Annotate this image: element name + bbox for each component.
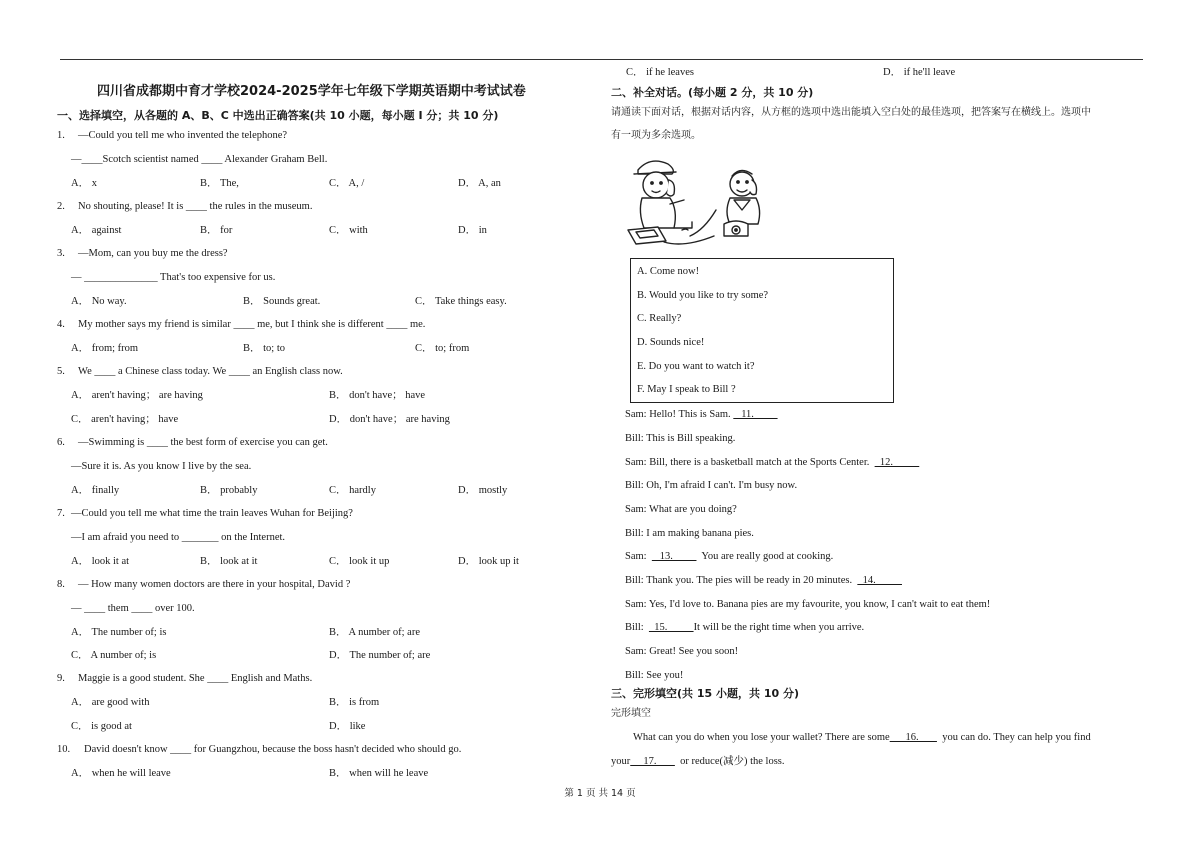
- q2-option-b[interactable]: B． for: [200, 225, 233, 236]
- options-box: [630, 258, 894, 403]
- option-a: A. Come now!: [637, 266, 700, 277]
- section3-heading: 三、完形填空(共 15 小题，共 10 分): [611, 687, 799, 700]
- q10-option-c[interactable]: C． if he leaves: [626, 67, 694, 78]
- q2-option-c[interactable]: C． with: [329, 225, 368, 236]
- q5-number: 5.: [57, 366, 65, 377]
- q4-option-b[interactable]: B． to; to: [243, 343, 286, 354]
- q4-stem: My mother says my friend is similar ____ me, but I think she is different ____ me.: [78, 319, 426, 330]
- q1-option-b[interactable]: B． The,: [200, 178, 239, 189]
- q8-option-a[interactable]: A． The number of; is: [71, 627, 167, 638]
- q10-number: 10.: [57, 744, 71, 755]
- q3-option-a[interactable]: A． No way.: [71, 296, 127, 307]
- option-c: C. Really?: [637, 313, 682, 324]
- q5-option-b[interactable]: B． don't have； have: [329, 390, 426, 401]
- cloze-paragraph: What can you do when you lose your wallet? There are some 16. you can do. They can help you find: [633, 732, 1091, 743]
- blank-15[interactable]: 15.: [648, 622, 694, 633]
- q6-option-a[interactable]: A． finally: [71, 485, 120, 496]
- cloze-paragraph-line2: your 17. or reduce(减少) the loss.: [611, 756, 785, 767]
- dialogue-line: Bill: I am making banana pies.: [625, 528, 754, 539]
- q7-option-c[interactable]: C． look it up: [329, 556, 390, 567]
- q6-option-d[interactable]: D． mostly: [458, 485, 508, 496]
- q8-number: 8.: [57, 579, 65, 590]
- q5-option-a[interactable]: A． aren't having； are having: [71, 390, 203, 401]
- q9-option-c[interactable]: C． is good at: [71, 721, 132, 732]
- option-e: E. Do you want to watch it?: [637, 361, 755, 372]
- dialogue-line: Sam: Hello! This is Sam. 11.: [625, 409, 778, 420]
- q10-option-b[interactable]: B． when will he leave: [329, 768, 429, 779]
- q9-option-b[interactable]: B． is from: [329, 697, 380, 708]
- q9-stem: Maggie is a good student. She ____ English and Maths.: [78, 673, 313, 684]
- q1-option-a[interactable]: A． x: [71, 178, 97, 189]
- q8-option-b[interactable]: B． A number of; are: [329, 627, 420, 638]
- q8-stem: — How many women doctors are there in your hospital, David ?: [78, 579, 351, 590]
- option-b: B. Would you like to try some?: [637, 290, 769, 301]
- blank-16[interactable]: 16.: [889, 732, 937, 743]
- q1-option-c[interactable]: C． A, /: [329, 178, 365, 189]
- q4-option-c[interactable]: C． to; from: [415, 343, 470, 354]
- blank-11[interactable]: 11.: [733, 409, 778, 420]
- header-rule: [60, 59, 1143, 60]
- q9-option-d[interactable]: D． like: [329, 721, 366, 732]
- page-title: 四川省成都期中育才学校2024-2025学年七年级下学期英语期中考试试卷: [97, 84, 526, 99]
- dialogue-line: Bill: See you!: [625, 670, 684, 681]
- q8-option-d[interactable]: D． The number of; are: [329, 650, 431, 661]
- q2-stem: No shouting, please! It is ____ the rules in the museum.: [78, 201, 313, 212]
- q1-stem2: —____Scotch scientist named ____ Alexander Graham Bell.: [71, 154, 328, 165]
- q6-stem2: —Sure it is. As you know I live by the sea.: [71, 461, 252, 472]
- q5-stem: We ____ a Chinese class today. We ____ an English class now.: [78, 366, 343, 377]
- dialogue-line: Bill: Thank you. The pies will be ready in 20 minutes. 14.: [625, 575, 902, 586]
- q2-option-a[interactable]: A． against: [71, 225, 122, 236]
- q7-option-a[interactable]: A． look it at: [71, 556, 130, 567]
- q1-number: 1.: [57, 130, 65, 141]
- q5-option-d[interactable]: D． don't have； are having: [329, 414, 450, 425]
- dialogue-line: Bill: 15. It will be the right time when you arrive.: [625, 622, 865, 633]
- q3-stem2: — ______________ That's too expensive for us.: [71, 272, 276, 283]
- q3-number: 3.: [57, 248, 65, 259]
- q10-option-d[interactable]: D． if he'll leave: [883, 67, 956, 78]
- q9-option-a[interactable]: A． are good with: [71, 697, 150, 708]
- option-f: F. May I speak to Bill ?: [637, 384, 736, 395]
- q9-number: 9.: [57, 673, 65, 684]
- dialogue-line: Sam: 13. You are really good at cooking.: [625, 551, 834, 562]
- blank-12[interactable]: 12.: [874, 457, 920, 468]
- q4-number: 4.: [57, 319, 65, 330]
- q3-stem: —Mom, can you buy me the dress?: [78, 248, 228, 259]
- q7-stem: —Could you tell me what time the train leaves Wuhan for Beijing?: [71, 508, 353, 519]
- section2-heading: 二、补全对话。(每小题 2 分，共 10 分): [611, 86, 814, 99]
- q10-option-a[interactable]: A． when he will leave: [71, 768, 171, 779]
- section2-instructions: 请通读下面对话，根据对话内容，从方框的选项中选出能填入空白处的最佳选项，把答案写在横线上。选项中: [611, 107, 1091, 118]
- q2-option-d[interactable]: D． in: [458, 225, 487, 236]
- q6-number: 6.: [57, 437, 65, 448]
- section3-subheading: 完形填空: [611, 708, 651, 719]
- q8-stem2: — ____ them ____ over 100.: [71, 603, 195, 614]
- phone-call-illustration: [624, 150, 774, 250]
- q1-stem: —Could you tell me who invented the telephone?: [78, 130, 288, 141]
- q7-stem2: —I am afraid you need to _______ on the Internet.: [71, 532, 286, 543]
- section2-instructions-2: 有一项为多余选项。: [611, 130, 701, 141]
- dialogue-line: Sam: What are you doing?: [625, 504, 737, 515]
- q4-option-a[interactable]: A． from; from: [71, 343, 139, 354]
- q5-option-c[interactable]: C． aren't having； have: [71, 414, 179, 425]
- blank-13[interactable]: 13.: [651, 551, 697, 562]
- section1-heading: 一、选择填空，从各题的 A、B、C 中选出正确答案(共 10 小题，每小题 I 分；共 10 分): [57, 109, 499, 122]
- q10-stem: David doesn't know ____ for Guangzhou, because the boss hasn't decided who should go.: [84, 744, 462, 755]
- q3-option-b[interactable]: B． Sounds great.: [243, 296, 321, 307]
- blank-14[interactable]: 14.: [857, 575, 902, 586]
- q7-option-b[interactable]: B． look at it: [200, 556, 258, 567]
- q1-option-d[interactable]: D． A, an: [458, 178, 501, 189]
- q8-option-c[interactable]: C． A number of; is: [71, 650, 157, 661]
- dialogue-line: Bill: This is Bill speaking.: [625, 433, 736, 444]
- q6-option-c[interactable]: C． hardly: [329, 485, 376, 496]
- q7-number: 7.: [57, 508, 65, 519]
- page-footer: 第 1 页 共 14 页: [564, 788, 636, 799]
- q2-number: 2.: [57, 201, 65, 212]
- q6-option-b[interactable]: B． probably: [200, 485, 258, 496]
- dialogue-line: Sam: Great! See you soon!: [625, 646, 739, 657]
- option-d: D. Sounds nice!: [637, 337, 705, 348]
- q6-stem: —Swimming is ____ the best form of exercise you can get.: [78, 437, 328, 448]
- dialogue-line: Bill: Oh, I'm afraid I can't. I'm busy now.: [625, 480, 798, 491]
- dialogue-line: Sam: Bill, there is a basketball match at the Sports Center. 12.: [625, 457, 920, 468]
- dialogue-line: Sam: Yes, I'd love to. Banana pies are my favourite, you know, I can't wait to eat them!: [625, 599, 991, 610]
- q3-option-c[interactable]: C． Take things easy.: [415, 296, 507, 307]
- blank-17[interactable]: 17.: [630, 756, 675, 767]
- q7-option-d[interactable]: D． look up it: [458, 556, 519, 567]
